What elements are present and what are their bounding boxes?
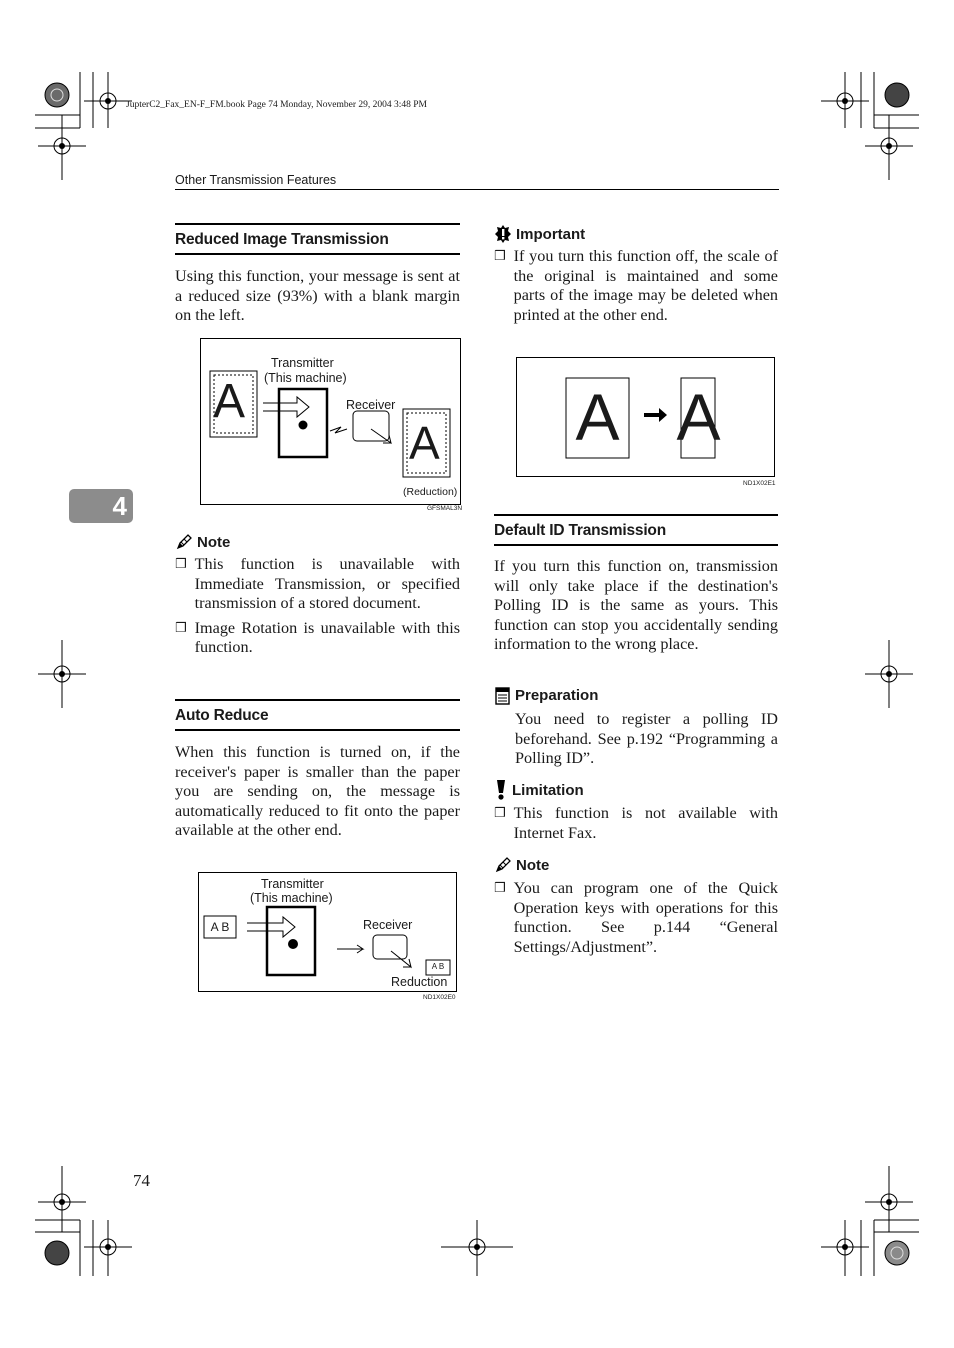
figure-letter-a-clipped: A — [676, 380, 721, 454]
label-transmitter: Transmitter — [261, 877, 324, 891]
note-label: Note — [516, 856, 550, 874]
figure-scale — [516, 357, 775, 477]
note-text: You can program one of the Quick Operation keys with operations for this function. See p.144 “General Settings/Adjustment”. — [513, 879, 778, 956]
important-heading — [494, 224, 585, 244]
clipboard-icon — [494, 686, 511, 705]
label-receiver: Receiver — [363, 918, 413, 932]
label-reduction: (Reduction) — [403, 486, 458, 498]
important-label: Important — [516, 225, 586, 243]
note-list — [494, 879, 778, 957]
figure-letter-a-cropped — [676, 378, 721, 458]
label-this-machine: (This machine) — [250, 891, 333, 905]
note-item — [175, 619, 460, 658]
note-label: Note — [197, 533, 231, 551]
checkbox-icon: ❒ — [494, 806, 506, 821]
section-title: Auto Reduce — [175, 707, 269, 724]
preparation-text: You need to register a polling ID beforehand. See p.192 “Programming a Polling ID”. — [515, 710, 778, 768]
running-header-text: Other Transmission Features — [175, 173, 337, 187]
section-heading-reduced — [175, 223, 460, 255]
section-heading-default-id — [494, 514, 778, 546]
figure-letter-a-reduced: A — [409, 417, 440, 469]
important-icon — [494, 224, 512, 244]
checkbox-icon: ❒ — [494, 249, 506, 264]
note-list — [175, 555, 460, 658]
exclamation-icon — [494, 779, 508, 801]
label-this-machine: (This machine) — [264, 371, 347, 385]
preparation-label: Preparation — [515, 687, 599, 704]
note-text: Image Rotation is unavailable with this function. — [194, 618, 460, 657]
limitation-text: This function is not available with Internet Fax. — [513, 804, 778, 842]
figure-drawing — [517, 358, 774, 476]
figure-auto-reduce — [198, 872, 457, 992]
figure-doc-ab: A B — [210, 920, 230, 934]
figure-doc-ab-reduced: A B — [431, 962, 445, 971]
checkbox-icon: ❒ — [494, 881, 506, 896]
checkbox-icon: ❒ — [175, 620, 187, 636]
figure-code: ND1X02E1 — [743, 480, 776, 487]
running-header — [175, 173, 779, 190]
limitation-heading — [494, 779, 584, 801]
figure-code: ND1X02E0 — [423, 994, 456, 1001]
paragraph-default-id: If you turn this function on, transmission will only take place if the destination's Polling ID is the same as yours. This function can stop you accidentally sending information to the wrong place. — [494, 557, 778, 654]
note-item — [494, 879, 778, 957]
figure-letter-a: A — [213, 375, 246, 428]
label-receiver: Receiver — [346, 398, 396, 412]
pencil-icon — [494, 856, 512, 874]
important-text: If you turn this function off, the scale of the original is maintained and some parts of the image may be deleted when printed at the other end. — [513, 247, 778, 324]
paragraph-reduced: Using this function, your message is sent at a reduced size (93%) with a blank margin on the left. — [175, 267, 460, 325]
section-heading-auto-reduce — [175, 699, 460, 731]
section-title: Reduced Image Transmission — [175, 231, 389, 248]
note-text: This function is unavailable with Immediate Transmission, or specified transmission of a stored document. — [194, 555, 460, 613]
note-heading — [175, 533, 230, 551]
preparation-heading — [494, 686, 598, 705]
label-reduction: Reduction — [391, 975, 448, 989]
important-item — [494, 247, 778, 325]
paragraph-auto-reduce: When this function is turned on, if the receiver's paper is smaller than the paper you are sending on, the message is automatically reduced to fit onto the paper available at the other end. — [175, 743, 460, 840]
important-list — [494, 247, 778, 325]
label-transmitter: Transmitter — [271, 356, 334, 370]
chapter-tab: 4 — [69, 489, 133, 523]
limitation-list — [494, 804, 778, 843]
checkbox-icon: ❒ — [175, 557, 187, 572]
section-title: Default ID Transmission — [494, 522, 666, 539]
note-item — [175, 555, 460, 614]
figure-code: GFSMAL3N — [427, 505, 463, 512]
pencil-icon — [175, 533, 193, 551]
limitation-item — [494, 804, 778, 843]
figure-reduced-image — [200, 338, 461, 505]
note-heading — [494, 856, 549, 874]
page-number: 74 — [133, 1171, 150, 1190]
figure-letter-a: A — [575, 380, 620, 454]
print-header: JupterC2_Fax_EN-F_FM.book Page 74 Monday, November 29, 2004 3:48 PM — [126, 100, 427, 110]
limitation-label: Limitation — [512, 781, 584, 799]
